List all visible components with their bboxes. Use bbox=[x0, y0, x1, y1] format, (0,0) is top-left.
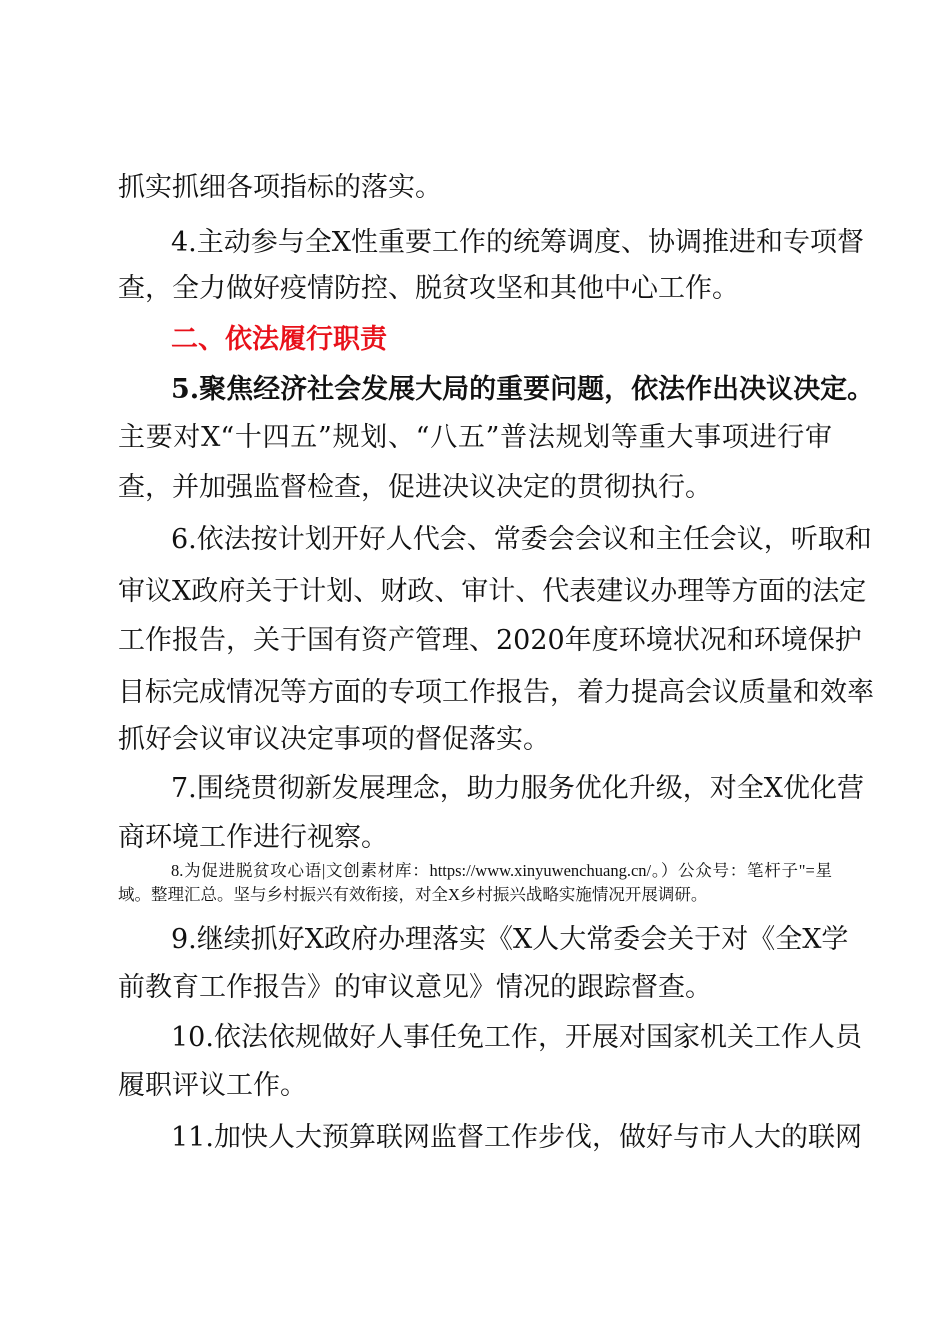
paragraph-line: 查，并加强监督检查，促进决议决定的贯彻执行。 bbox=[118, 472, 712, 503]
paragraph-line: 查，全力做好疫情防控、脱贫攻坚和其他中心工作。 bbox=[118, 273, 739, 304]
item-5-heading: 5.聚焦经济社会发展大局的重要问题，依法作出决议决定。 bbox=[171, 374, 875, 405]
paragraph-line: 前教育工作报告》的审议意见》情况的跟踪督查。 bbox=[118, 972, 712, 1003]
paragraph-line: 商环境工作进行视察。 bbox=[118, 822, 388, 853]
item-7-line: 7.围绕贯彻新发展理念，助力服务优化升级，对全X优化营 bbox=[171, 773, 864, 804]
item-8-small-line: 域。整理汇总。坚与乡村振兴有效衔接，对全X乡村振兴战略实施情况开展调研。 bbox=[118, 885, 708, 904]
section-heading: 二、依法履行职责 bbox=[171, 324, 387, 355]
paragraph-line: 主要对X“十四五”规划、“八五”普法规划等重大事项进行审 bbox=[118, 422, 832, 453]
paragraph-line: 审议X政府关于计划、财政、审计、代表建议办理等方面的法定 bbox=[118, 576, 867, 607]
item-9-line: 9.继续抓好X政府办理落实《X人大常委会关于对《全X学 bbox=[171, 924, 849, 955]
item-8-small-line: 8.为促进脱贫攻心语|文创素材库：https://www.xinyuwenchuang.cn/。）公众号：笔杆子"=星 bbox=[171, 861, 832, 880]
item-6-line: 6.依法按计划开好人代会、常委会会议和主任会议，听取和 bbox=[171, 524, 872, 555]
paragraph-line: 目标完成情况等方面的专项工作报告，着力提高会议质量和效率 bbox=[118, 677, 874, 708]
item-11-line: 11.加快人大预算联网监督工作步伐，做好与市人大的联网 bbox=[171, 1122, 862, 1153]
paragraph-line: 抓实抓细各项指标的落实。 bbox=[118, 172, 442, 203]
item-4-line: 4.主动参与全X性重要工作的统筹调度、协调推进和专项督 bbox=[171, 227, 864, 258]
item-10-line: 10.依法依规做好人事任免工作，开展对国家机关工作人员 bbox=[171, 1022, 862, 1053]
paragraph-line: 工作报告，关于国有资产管理、2020年度环境状况和环境保护 bbox=[118, 625, 862, 656]
paragraph-line: 抓好会议审议决定事项的督促落实。 bbox=[118, 724, 550, 755]
paragraph-line: 履职评议工作。 bbox=[118, 1070, 307, 1101]
